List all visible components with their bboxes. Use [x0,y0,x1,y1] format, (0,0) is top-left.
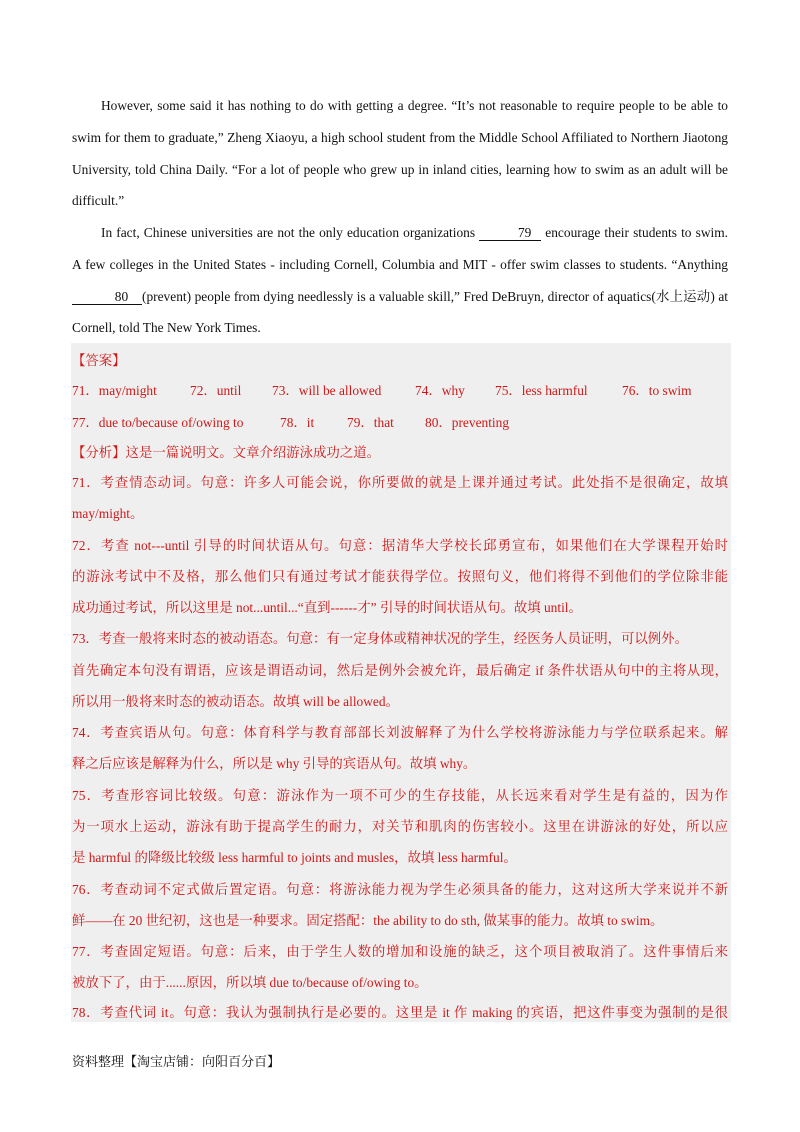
analysis-line: 成功通过考试，所以这里是 not...until...“直到------才” 引导的时间状语从句。故填 until。 [72,600,582,615]
analysis-line: 72．考查 not---until 引导的时间状语从句。句意：据清华大学校长邱勇宣布，如果他们在大学课程开始时 [72,538,728,553]
blank-79: 79 [479,225,541,241]
passage-p2-after: encourage their students to swim. A few colleges in the United States - including Cornell, Columbia and MIT - offer swim classes to students. “Anything [72,225,728,272]
analysis-line: 77．考查固定短语。句意：后来，由于学生人数的增加和设施的缺乏，这个项目被取消了。这件事情后来 [72,944,728,959]
analysis-line: 为一项水上运动，游泳有助于提高学生的耐力，对关节和肌肉的伤害较小。这里在讲游泳的好处，所以应 [72,819,728,834]
answer-item-72: 72．until [190,383,242,398]
analysis-line: 首先确定本句没有谓语，应该是谓语动词，然后是例外会被允许，最后确定 if 条件状语从句中的主将从现， [72,663,728,678]
analysis-line: 的游泳考试中不及格，那么他们只有通过考试才能获得学位。按照句义，他们将得不到他们的学位除非能 [72,569,728,584]
passage-p1-text: However, some said it has nothing to do with getting a degree. “It’s not reasonable to require people to be able to swim for them to graduate,” Zheng Xiaoyu, a high school student from the Middle School Affiliated to Northern Jiaotong University, told China Daily. “For a lot of people who grew up in inland cities, learning how to swim as an adult will be difficult.” [72,98,728,209]
analysis-line: 释之后应该是解释为什么，所以是 why 引导的宾语从句。故填 why。 [72,756,477,771]
answer-item-73: 73．will be allowed [272,383,382,398]
analysis-line: 73．考查一般将来时态的被动语态。句意：有一定身体或精神状况的学生，经医务人员证明，可以例外。 [72,631,688,646]
answer-item-75: 75．less harmful [495,383,588,398]
answer-item-79: 79．that [347,415,394,430]
analysis-intro: 【分析】这是一篇说明文。文章介绍游泳成功之道。 [72,445,380,460]
analysis-line: 78．考查代词 it。句意：我认为强制执行是必要的。这里是 it 作 making 的宾语，把这件事变为强制的是很 [72,1005,728,1020]
analysis-line: 76．考查动词不定式做后置定语。句意：将游泳能力视为学生必须具备的能力，这对这所大学来说并不新 [72,882,728,897]
analysis-line: 鲜——在 20 世纪初，这也是一种要求。固定搭配：the ability to do sth, 做某事的能力。故填 to swim。 [72,913,664,928]
analysis-line: 所以用一般将来时态的被动语态。故填 will be allowed。 [72,694,399,709]
analysis-line: may/might。 [72,506,144,521]
answer-item-71: 71．may/might [72,383,157,398]
page-footer: 资料整理【淘宝店铺：向阳百分百】 [72,1055,281,1070]
passage-p2-end: (prevent) people from dying needlessly is a valuable skill,” Fred DeBruyn, director of aquatics(水上运动) at Cornell, told The New York Times. [72,288,728,336]
blank-80: 80 [72,289,142,305]
answer-item-80: 80．preventing [425,415,510,430]
analysis-line: 74．考查宾语从句。句意：体育科学与教育部部长刘波解释了为什么学校将游泳能力与学位联系起来。解 [72,725,728,740]
passage-p2-before: In fact, Chinese universities are not the only education organizations [101,225,480,240]
answer-item-77: 77．due to/because of/owing to [72,415,244,430]
answer-item-78: 78．it [280,415,315,430]
analysis-line: 被放下了，由于......原因，所以填 due to/because of/owing to。 [72,975,428,990]
answer-header: 【答案】 [72,354,126,369]
analysis-line: 是 harmful 的降级比较级 less harmful to joints and musles，故填 less harmful。 [72,850,517,865]
analysis-line: 75．考查形容词比较级。句意：游泳作为一项不可少的生存技能，从长远来看对学生是有益的，因为作 [72,788,728,803]
answer-item-74: 74．why [415,383,465,398]
answer-item-76: 76．to swim [622,383,692,398]
passage-paragraph-2 [72,217,728,344]
analysis-line: 71．考查情态动词。句意：许多人可能会说，你所要做的就是上课并通过考试。此处指不是很确定，故填 [72,475,728,490]
passage-paragraph-1 [72,90,728,217]
